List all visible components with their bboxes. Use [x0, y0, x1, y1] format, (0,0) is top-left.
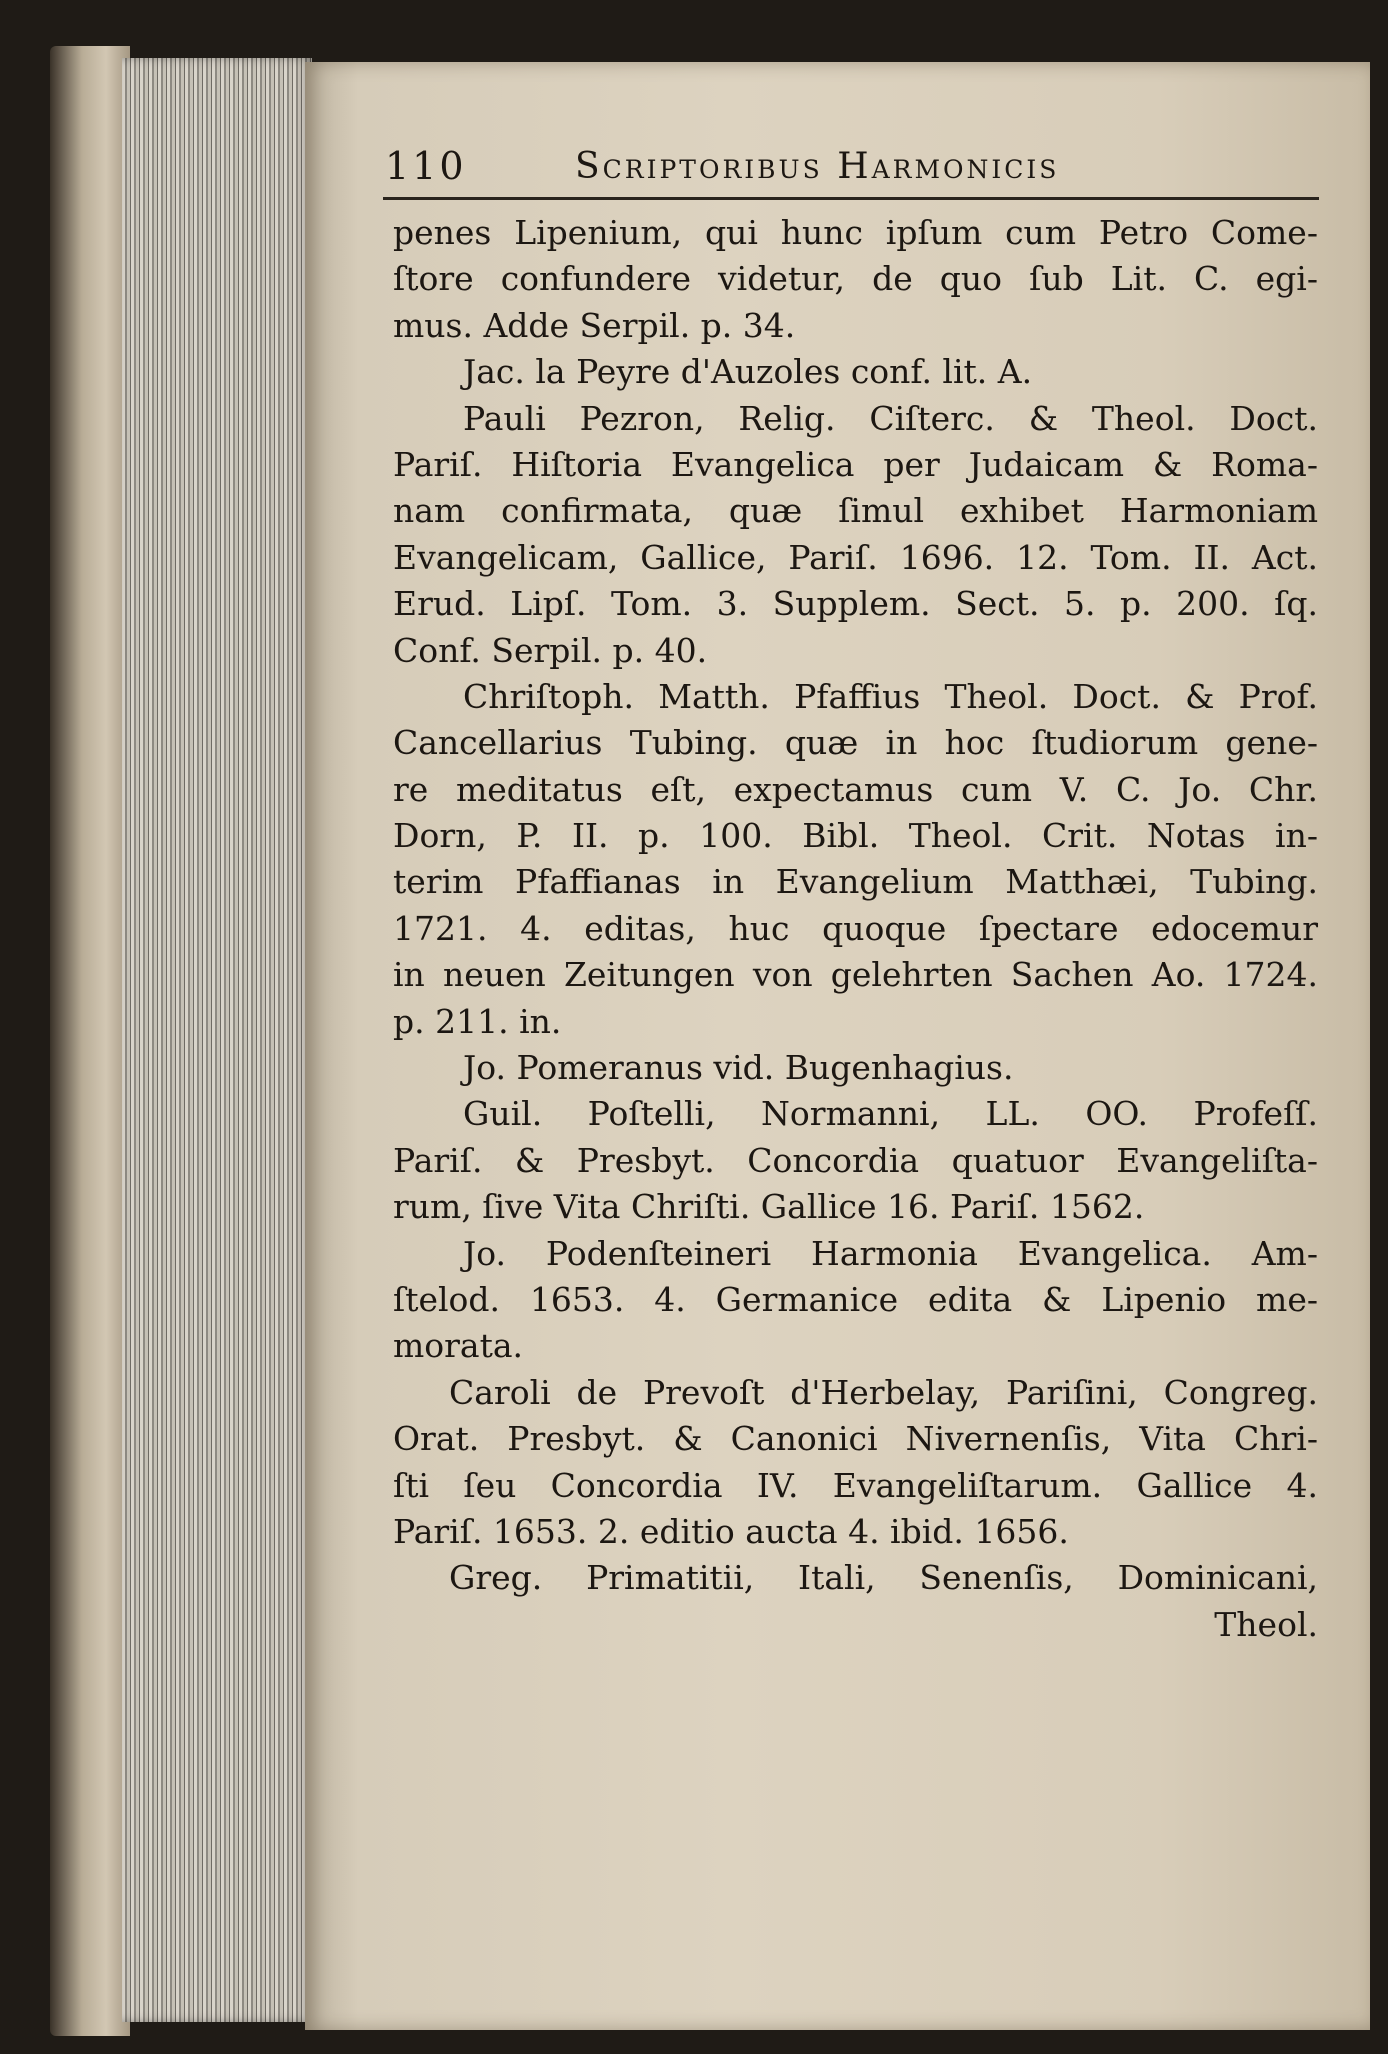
text-line: rum, ſive Vita Chriſti. Gallice 16. Pariſ. 1562. — [393, 1187, 1145, 1227]
entry-heading-line: Greg. Primatitii, Itali, Senenſis, Dominicani, — [449, 1558, 1318, 1598]
text-line: Dorn, P. II. p. 100. Bibl. Theol. Crit. Notas in- — [393, 816, 1318, 856]
text-line: Erud. Lipſ. Tom. 3. Supplem. Sect. 5. p. 200. ſq. — [393, 584, 1318, 624]
entry-heading-line: Caroli de Prevoſt d'Herbelay, Pariſini, Congreg. — [449, 1372, 1318, 1412]
entry-heading-line: Chriſtoph. Matth. Pfaffius Theol. Doct. & Prof. — [463, 676, 1318, 716]
entry-heading-line: Jo. Podenſteineri Harmonia Evangelica. Am- — [463, 1233, 1318, 1273]
entry-heading-line: Jo. Pomeranus vid. Bugenhagius. — [463, 1048, 1014, 1088]
text-line: Cancellarius Tubing. quæ in hoc ſtudiorum gene- — [393, 723, 1318, 763]
text-line: ſtelod. 1653. 4. Germanice edita & Lipenio me- — [393, 1279, 1318, 1319]
text-line: 1721. 4. editas, huc quoque ſpectare edocemur — [393, 908, 1318, 948]
text-line: Pariſ. 1653. 2. editio aucta 4. ibid. 1656. — [393, 1511, 1069, 1551]
text-line: penes Lipenium, qui hunc ipſum cum Petro Come- — [393, 213, 1318, 252]
entry-heading-line: Jac. la Peyre d'Auzoles conf. lit. A. — [463, 352, 1033, 392]
catchword-line: Theol. — [1214, 1604, 1318, 1644]
text-line: Pariſ. Hiſtoria Evangelica per Judaicam & Roma- — [393, 444, 1318, 484]
book-page — [305, 62, 1370, 2030]
text-line: Pariſ. & Presbyt. Concordia quatuor Evangeliſta- — [393, 1140, 1318, 1180]
text-line: Orat. Presbyt. & Canonici Nivernenſis, Vita Chri- — [393, 1419, 1318, 1459]
running-head — [385, 144, 1320, 204]
text-line: ſtore confundere videtur, de quo ſub Lit. C. egi- — [393, 259, 1318, 299]
text-line: p. 211. in. — [393, 1001, 562, 1041]
text-line: terim Pfaffianas in Evangelium Matthæi, Tubing. — [393, 862, 1318, 902]
page-body — [393, 210, 1318, 1648]
text-line: in neuen Zeitungen von gelehrten Sachen Ao. 1724. — [393, 955, 1318, 995]
entry-heading-line: Pauli Pezron, Relig. Ciſterc. & Theol. Doct. — [463, 398, 1318, 438]
text-line: ſti ſeu Concordia IV. Evangeliſtarum. Gallice 4. — [393, 1465, 1318, 1505]
header-rule — [383, 197, 1319, 200]
book-cover-edge — [50, 46, 130, 2036]
text-line: Conf. Serpil. p. 40. — [393, 630, 708, 670]
page-number: 110 — [385, 144, 467, 188]
entry-heading-line: Guil. Poſtelli, Normanni, LL. OO. Profeſſ. — [463, 1094, 1318, 1134]
text-line: nam confirmata, quæ ſimul exhibet Harmoniam — [393, 491, 1318, 531]
running-title: Scriptoribus Harmonicis — [575, 146, 1060, 187]
text-line: Evangelicam, Gallice, Pariſ. 1696. 12. Tom. II. Act. — [393, 537, 1318, 577]
text-line: mus. Adde Serpil. p. 34. — [393, 305, 796, 345]
page-stack-edges — [122, 58, 312, 2022]
text-line: morata. — [393, 1326, 524, 1366]
text-line: re meditatus eſt, expectamus cum V. C. Jo. Chr. — [393, 769, 1318, 809]
